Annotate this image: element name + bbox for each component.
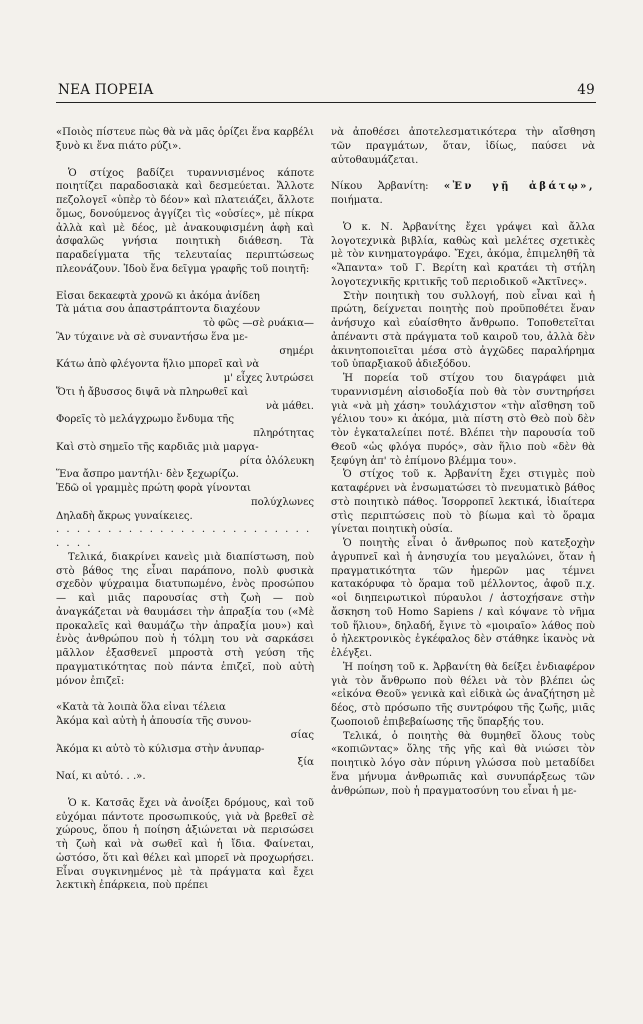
poem-line: Καὶ στὸ σημεῖο τῆς καρδιᾶς μιὰ μαργα- bbox=[56, 441, 259, 453]
poem-line: πληρότητας bbox=[253, 428, 314, 439]
poem-line: νὰ μάθει. bbox=[265, 400, 314, 412]
poem-line: Εἶσαι δεκαεφτὰ χρονῶ κι ἀκόμα ἀνίδεη bbox=[56, 290, 260, 302]
paragraph: νὰ ἀποθέσει ἀποτελεσματικότερα τὴν αἴσθηση τῶν πραγμάτων, ὅταν, ἰδίως, παύσει νὰ αὐτοθαυμάζεται. bbox=[331, 127, 595, 166]
header-rule bbox=[56, 102, 596, 103]
poem-excerpt bbox=[56, 701, 314, 784]
poem-line: Ἐδῶ οἱ γραμμὲς πρώτη φορὰ γίνονται bbox=[56, 483, 251, 494]
poem-line: σημέρι bbox=[279, 345, 314, 357]
poem-line: πολύχλωνες bbox=[250, 496, 314, 508]
page-number: 49 bbox=[577, 82, 595, 98]
poem-excerpt bbox=[56, 290, 314, 524]
poem-line: Ὅτι ἡ ἄβυσσος διψᾶ νὰ πληρωθεῖ καὶ bbox=[56, 386, 249, 398]
left-column bbox=[56, 126, 314, 893]
opening-quote: «Ποιὸς πίστευε πὼς θὰ νὰ μᾶς ὁρίζει ἕνα καρβέλι ξυνὸ κι ἕνα πιάτο ρύζι». bbox=[56, 127, 314, 152]
paragraph: Τελικά, ὁ ποιητὴς θὰ θυμηθεῖ ὅλους τοὺς «κοπιῶντας» ὅλης τῆς γῆς καὶ θὰ νιώσει τὸν ποιητικὸ λόγο σὰν πύρινη γλώσσα ποὺ μεταδίδει ἕνα μήνυμα ἀνθρωπιᾶς καὶ συνυπάρξεως τῶν ἀνθρώπων, ποὺ ἡ πραγματοσύνη του εἶναι ἡ με- bbox=[331, 730, 595, 797]
paragraph: Τελικά, διακρίνει κανεὶς μιὰ διαπίστωση, ποὺ στὸ βάθος της εἶναι παράπονο, πολὺ φυσικὰ σχεδὸν ψύχραιμα διατυπωμένο, ἑνὸς προσώπου — καὶ μιᾶς παρουσίας στὴ ζωὴ — ποὺ ἀναγκάζεται νὰ θαυμάσει τὴν ἀπραξία του («Μὲ προκαλεῖς καὶ θαυμάζω τὴν ἀπραξία μου») καὶ ἑνὸς ἀνθρώπου ποὺ ἡ τόλμη του νὰ σαρκάσει μᾶλλον ἐξασθενεῖ μπροστὰ στὴ γεύση τῆς πραγματικότητας ποὺ πάντα ἐπιζεῖ, ποὺ αὐτὴ μόνον ἐπιζεῖ: bbox=[56, 551, 314, 687]
ellipsis-divider: . . . . . . . . . . . . . . . . . . . . . . . . . . . . . bbox=[56, 524, 312, 549]
poem-line: Φορεῖς τὸ μελάγχρωμο ἔνδυμα τῆς bbox=[56, 414, 235, 426]
poem-line: τὸ φῶς —σὲ ρυάκια— bbox=[203, 318, 314, 329]
review-heading bbox=[331, 180, 595, 208]
poem-line: Ἀκόμα κι αὐτὸ τὸ κύλισμα στὴν ἀνυπαρ- bbox=[56, 743, 265, 755]
poem-line: Ἕνα ἄσπρο μαντήλι· δὲν ξεχωρίζω. bbox=[56, 469, 239, 481]
paragraph: Ὁ ποιητὴς εἶναι ὁ ἄνθρωπος ποὺ κατεξοχὴν ἀγρυπνεῖ καὶ ἡ ἀνησυχία του μεγαλώνει, ὅταν ἡ πραγματικότητα τῶν ἡμερῶν μας τέμνει κατακόρυφα τὸ ὅραμα τοῦ μέλλοντος, ἀφοῦ π.χ. «οἱ διηπειρωτικοὶ πύραυλοι / ἀστοχήσανε στὴν ἄσκηση τοῦ Homo Sapiens / καὶ κόψανε τὸ νῆμα τοῦ ἥλιου», δηλαδή, ἔγινε τὸ «μοιραῖο» λάθος ποὺ ὁ ἠλεκτρονικὸς ἐγκέφαλος δὲν στάθηκε ἱκανὸς νὰ ἐλέγξει. bbox=[331, 538, 595, 659]
paragraph: Ὁ κ. Κατσᾶς ἔχει νὰ ἀνοίξει δρόμους, καὶ τοῦ εὐχόμαι πάντοτε προσωπικούς, γιὰ νὰ βρεθεῖ σὲ χώρους, ὅπου ἡ ποίηση ἀξιώνεται νὰ περισώσει τὴ ζωὴ καὶ νὰ σωθεῖ καὶ ἡ ἴδια. Φαίνεται, ὡστόσο, ὅτι καὶ θέλει καὶ μπορεῖ νὰ προχωρήσει. Εἶναι συγκινημένος μὲ τὰ πράγματα καὶ ἔχει λεκτικὴ ἐπάρκεια, ποὺ πρέπει bbox=[56, 797, 314, 892]
poem-line: Κάτω ἀπὸ φλέγοντα ἥλιο μπορεῖ καὶ νὰ bbox=[56, 359, 260, 371]
paragraph: Ὁ στίχος βαδίζει τυραννισμένος κάποτε ποιητίζει παραδοσιακὰ καὶ δεσμεύεται. Ἄλλοτε πεζολογεῖ «ὑπὲρ τὸ δέον» καὶ πλατειάζει, ἄλλοτε ὅμως, δονούμενος ἀγγίζει τὶς «οὐσίες», μὲ πίκρα ἀλλὰ καὶ μὲ δέος, μὲ ἀνακουφισμένη ἀφὴ καὶ ἀσφαλῶς γνήσια ποιητικὴ διάθεση. Τὰ παραδείγματα τῆς τελευταίας περιπτώσεως πλεονάζουν. Ἰδοὺ ἕνα δεῖγμα γραφῆς τοῦ ποιητῆ: bbox=[56, 167, 314, 275]
poem-line: ξία bbox=[297, 757, 314, 769]
right-column bbox=[331, 126, 595, 798]
paragraph: Ὁ κ. Ν. Ἀρβανίτης ἔχει γράψει καὶ ἄλλα λογοτεχνικὰ βιβλία, καθὼς καὶ μελέτες σχετικὲς μὲ τὸν κινηματογράφο. Ἔχει, ἀκόμα, ἐπιμεληθῆ τὰ «Ἅπαντα» τοῦ Γ. Βερίτη καὶ κρατάει τὴ στήλη λογοτεχνικῆς κριτικῆς τοῦ περιοδικοῦ «Ἀκτῖνες». bbox=[331, 221, 595, 288]
running-header bbox=[58, 82, 595, 98]
journal-title: ΝΕΑ ΠΟΡΕΙΑ bbox=[58, 82, 154, 98]
poem-line: σίας bbox=[290, 729, 314, 741]
review-genre: ποιήματα. bbox=[331, 195, 383, 206]
paragraph: Ἡ ποίηση τοῦ κ. Ἀρβανίτη θὰ δείξει ἐνδιαφέρον γιὰ τὸν ἄνθρωπο ποὺ θέλει νὰ τὸν βλέπει ὡς «εἰκόνα Θεοῦ» γενικὰ καὶ εἰδικὰ ὡς ἀναζήτηση μὲ δέος, στὸ πρόσωπο τῆς συντρόφου τῆς ζωῆς, μιᾶς ζωοποιοῦ ἐπιβεβαίωσης τῆς ὕπαρξής του. bbox=[331, 661, 595, 728]
poem-line: Ἀκόμα καὶ αὐτὴ ἡ ἀπουσία τῆς συνου- bbox=[56, 716, 252, 727]
poem-line: μ' εἶχες λυτρώσει bbox=[223, 373, 314, 384]
review-book-title: «Ἐν γῇ ἀβάτῳ», bbox=[443, 181, 595, 193]
poem-line: Ἂν τύχαινε νὰ σὲ συναντήσω ἕνα με- bbox=[56, 331, 248, 343]
poem-line: ρίτα ὁλόλευκη bbox=[239, 455, 314, 467]
paragraph: Στὴν ποιητικὴ του συλλογή, ποὺ εἶναι καὶ ἡ πρώτη, δείχνεται ποιητὴς ποὺ προϋποθέτει ἕναν ἀνήσυχο καὶ εὐαίσθητο ἄνθρωπο. Τοποθετεῖται ἀπέναντι στὰ πράγματα τοῦ καιροῦ του, ἀλλὰ δὲν ἀκινητοποιεῖται μέσα στὸ ἀγχῶδες παραλήρημα τοῦ ὑπαρξιακοῦ ἀδιεξόδου. bbox=[331, 290, 595, 371]
review-author: Νίκου Ἀρβανίτη: bbox=[331, 181, 429, 193]
poem-line: «Κατὰ τὰ λοιπὰ ὅλα εἶναι τέλεια bbox=[56, 702, 226, 714]
paragraph: Ὁ στίχος τοῦ κ. Ἀρβανίτη ἔχει στιγμὲς ποὺ καταφέρνει νὰ ἐνσωματώσει τὸ πνευματικὸ βάθος στὸ ποιητικὸ πάθος. Ἰσορροπεῖ λεκτικά, ἰδιαίτερα στὶς περιπτώσεις ποὺ τὸ βίωμα καὶ τὸ ὅραμα γίνεται ποιητικὴ οὐσία. bbox=[331, 469, 595, 536]
poem-line: Ναί, κι αὐτό. . .». bbox=[56, 771, 146, 782]
poem-line: Δηλαδὴ ἄκρως γυναίκειες. bbox=[56, 510, 193, 522]
paragraph: Ἡ πορεία τοῦ στίχου του διαγράφει μιὰ τυραννισμένη αἰσιοδοξία ποὺ θὰ τὸν συντηρήσει γιὰ «νὰ μὴ χάση» τουλάχιστον «τὴν αἴσθηση τοῦ γέλιου του» κι ἀκόμα, μιὰ πίστη στὸ Θεὸ ποὺ δὲν τὸν ἐγκαταλείπει ποτέ. Βλέπει τὴν παρουσία τοῦ Θεοῦ «ὡς φλόγα πυρός», σὰν ἥλιο ποὺ «δὲν θὰ ξεφύγη ἀπ' τὸ ἐπίμονο βλέμμα του». bbox=[331, 373, 595, 467]
poem-line: Τὰ μάτια σου ἀπαστράπτοντα διαχέουν bbox=[56, 304, 261, 316]
